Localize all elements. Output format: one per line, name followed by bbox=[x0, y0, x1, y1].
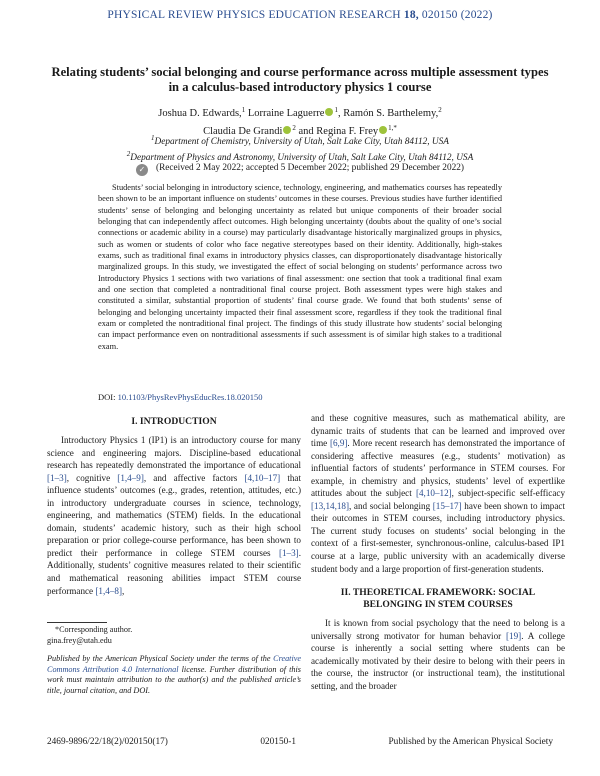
text-run: . More recent research has demonstrated the importance of considering affective measures (e.g., students’ motivation) as influential factors of students’ performance in STEM courses. For example, in chemistry and physics, students’ level of expertlike attitudes about the subject bbox=[311, 438, 565, 499]
footnote-email[interactable]: gina.frey@utah.edu bbox=[47, 635, 112, 645]
citation-link[interactable]: [1–3] bbox=[47, 472, 67, 483]
author-edwards[interactable]: Joshua D. Edwards, bbox=[158, 108, 242, 119]
framework-paragraph-1 bbox=[311, 617, 565, 692]
citation-link[interactable]: [4,10–17] bbox=[244, 472, 281, 483]
author-degrandi[interactable]: Claudia De Grandi bbox=[203, 126, 283, 137]
affiliations bbox=[40, 133, 560, 164]
footer-publisher: Published by the American Physical Society bbox=[388, 737, 553, 747]
article-number: 020150 (2022) bbox=[418, 9, 493, 21]
publication-history bbox=[40, 162, 560, 176]
abstract-text: Students’ social belonging in introductory science, technology, engineering, and mathematics courses has repeatedly been shown to be an important influence on students’ outcomes in these courses. Previous studies have further identified students’ sense of belonging and belonging uncertainty as related but unique components of their broader social belonging that can independently affect outcomes. High belonging uncertainty (doubts about the quality of one’s social connections or academic ability in a course) may particularly disadvantage historically marginalized groups in physics, such as women or students of color who face negative stereotypes based on their identity. Additionally, high-stakes exams, such as traditional final exams in introductory physics classes, can disproportionately disadvantage historically marginalized groups. In this study, we investigated the effect of social belonging on students’ performance across two Introductory Physics 1 sections with two variations of final assessment: one section that took a traditional final exam and one section that completed a nontraditional final course project. Both assessment types were high stakes and constituted a similar, substantial proportion of students’ final course grade. We found that both students’ sense of belonging and belonging uncertainty impacted their final assessment score, regardless if they took the traditional final exam or completed the nontraditional final project. The findings of this study illustrate how students’ social belonging can impact performance even on nontraditional assessments if such assessment is of similar high stakes to a traditional exam. bbox=[98, 183, 502, 351]
text-run: and these cognitive measures, such as mathematical ability, are dynamic traits of students that can be learned and improved over time bbox=[311, 413, 565, 449]
journal-header bbox=[0, 9, 600, 21]
footer-issn: 2469-9896/22/18(2)/020150(17) bbox=[47, 737, 168, 747]
section-heading-theoretical-framework bbox=[311, 587, 565, 611]
heading-line-2: BELONGING IN STEM COURSES bbox=[363, 599, 513, 611]
left-column bbox=[47, 410, 301, 597]
author-affil-sup: 2 bbox=[292, 124, 296, 132]
affiliation-1 bbox=[40, 133, 560, 149]
citation-link[interactable]: [19] bbox=[505, 630, 522, 641]
corresponding-author-footnote bbox=[47, 625, 132, 646]
doi-label: DOI: bbox=[98, 392, 118, 402]
license-notice bbox=[47, 654, 301, 696]
journal-volume: 18, bbox=[403, 9, 419, 21]
citation-link[interactable]: [6,9] bbox=[329, 438, 348, 449]
author-laguerre[interactable]: Lorraine Laguerre bbox=[245, 108, 325, 119]
text-run: , subject-specific self-efficacy bbox=[451, 488, 566, 499]
received-dates: (Received 2 May 2022; accepted 5 December 2022; published 29 December 2022) bbox=[156, 163, 464, 173]
author-frey[interactable]: and Regina F. Frey bbox=[295, 126, 379, 137]
text-run: , cognitive bbox=[66, 472, 118, 483]
author-list: Joshua D. Edwards,$^1$ Lorraine Laguerre $^1$, Ramón S. Barthelemy,$^2$ Claudia De Grandi $^2$ and Regina F. Frey $^{1,*}$ bbox=[158, 106, 442, 137]
citation-link[interactable]: [15–17] bbox=[432, 500, 462, 511]
author-affil-sup: 2 bbox=[438, 106, 442, 114]
author-barthelemy[interactable]: Ramón S. Barthelemy, bbox=[340, 108, 439, 119]
title-line-1: Relating students’ social belonging and course performance across multiple assessment types bbox=[51, 65, 549, 79]
text-run: , and social belonging bbox=[349, 500, 433, 511]
heading-line-1: II. THEORETICAL FRAMEWORK: SOCIAL bbox=[340, 587, 536, 599]
text-run: , and affective factors bbox=[143, 472, 245, 483]
footnote-divider bbox=[47, 622, 107, 623]
right-column bbox=[311, 412, 565, 692]
affiliation-1-text: Department of Chemistry, University of Utah, Salt Lake City, Utah 84112, USA bbox=[154, 137, 449, 147]
text-run: Introductory Physics 1 (IP1) is an introductory course for many science and engineering majors. Discipline-based educational research has repeatedly demonstrated the importance of educational bbox=[47, 435, 301, 471]
intro-paragraph-1 bbox=[47, 434, 301, 597]
section-heading-introduction: I. INTRODUCTION bbox=[131, 416, 217, 427]
text-run: that influence students’ outcomes (e.g., grades, retention, attitudes, etc.) in introductory undergraduate courses in science, technology, engineering, and mathematics (STEM) fields. In the educational domain, students’ academic history, such as their high school preparation or prior college-course performance, has been shown to predict their performance in college STEM courses bbox=[47, 472, 302, 558]
text-run: , bbox=[122, 585, 125, 596]
crossmark-icon[interactable]: ✓ bbox=[136, 164, 148, 176]
citation-link[interactable]: [1,4–8] bbox=[95, 585, 122, 596]
author-affil-sup: 1,* bbox=[388, 124, 397, 132]
citation-link[interactable]: [13,14,18] bbox=[311, 500, 350, 511]
footer-page-number: 020150-1 bbox=[260, 737, 296, 747]
abstract bbox=[98, 182, 502, 352]
journal-name: PHYSICAL REVIEW PHYSICS EDUCATION RESEARCH bbox=[107, 9, 404, 21]
text-run: have been shown to impact their outcomes in STEM courses, including introductory physics. The current study focuses on students’ social belonging in the context of a first-semester, synchronous-online, calculus-based IP1 course at a large, public university with an academically diverse student body and a large proportion of first-generation students. bbox=[311, 500, 565, 574]
license-text: Published by the American Physical Society under the terms of the bbox=[47, 654, 274, 663]
affiliation-2-text: Department of Physics and Astronomy, University of Utah, Salt Lake City, Utah 84112, USA bbox=[130, 152, 474, 163]
affil-sup: 2 bbox=[126, 149, 131, 158]
orcid-icon[interactable] bbox=[325, 108, 333, 116]
intro-paragraph-2 bbox=[311, 412, 565, 575]
affil-sup: 1 bbox=[151, 134, 155, 142]
doi-line bbox=[98, 392, 263, 402]
text-run: It is known from social psychology that the need to belong is a universally strong motivator for human behavior bbox=[311, 618, 565, 641]
page-footer bbox=[47, 737, 553, 747]
citation-link[interactable]: [4,10–12] bbox=[415, 488, 452, 499]
doi-link[interactable]: 10.1103/PhysRevPhysEducRes.18.020150 bbox=[117, 392, 263, 402]
text-run: . Additionally, students’ cognitive measures related to their scientific and mathematical reasoning abilities impact STEM course performance bbox=[47, 547, 301, 596]
citation-link[interactable]: [1,4–9] bbox=[117, 472, 144, 483]
footnote-label: *Corresponding author. bbox=[55, 625, 133, 634]
text-run: . A college course is inherently a social setting where students can be academically motivated by their desire to belong with their peers in the course, the instructor (or instructional team), the institutional setting, and the broader bbox=[311, 630, 565, 691]
author-affil-sup: 1 bbox=[241, 106, 246, 114]
license-text: license. Further distribution of this work must maintain attribution to the author(s) and the published article’s title, journal citation, and DOI. bbox=[47, 664, 301, 695]
title-line-2: in a calculus-based introductory physics 1 course bbox=[168, 80, 432, 94]
license-link[interactable]: Creative Commons Attribution 4.0 International bbox=[47, 654, 301, 674]
paper-title bbox=[40, 65, 560, 95]
citation-link[interactable]: [1–3] bbox=[278, 547, 299, 558]
author-affil-sup: 1 bbox=[334, 106, 338, 114]
